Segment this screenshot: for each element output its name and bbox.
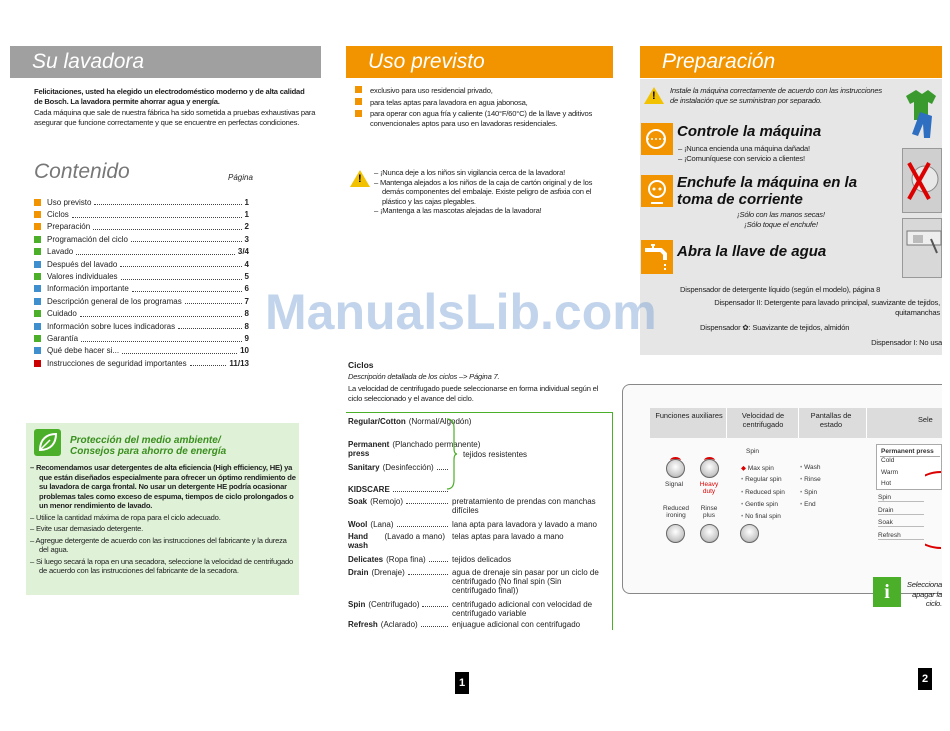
cycles-rule [346,412,613,413]
program-name-cell [348,532,448,550]
panel-label-aux: Funciones auxiliares [655,411,723,420]
toc-label: Garantía [47,334,79,344]
page1-number-text: 1 [458,677,466,689]
toc-item [34,345,249,357]
spin-option-dot: • [741,500,744,508]
program-name-cell [348,620,448,629]
program-leader [422,600,448,607]
program-side-text: Refresh [878,531,901,539]
warning-item: – ¡Nunca deje a los niños sin vigilancia cerca de la lavadora! [374,168,566,177]
program-name: Sanitary [348,463,380,472]
plug-item: ¡Sólo toque el enchufe! [744,219,818,229]
program-name-cell [348,555,448,564]
toc-item [34,208,249,220]
group-desc: tejidos resistentes [463,450,528,459]
usage-bullet-text: exclusivo para uso residencial privado, [370,86,493,95]
eco-item: – Recomendamos usar detergentes de alta eficiencia (High efficiency, HE) ya que están diseñados especialmente para ofrecer un óptimo rendimiento de su lavadora de carga frontal. No usar un detergente HE podría ocasionar problemas tales como exceso de espuma, tiempos de ciclo prolongados o un menor rendimiento de lavado. [30,463,296,510]
toc-leader [132,286,242,292]
dispenser-image [902,218,942,278]
dispenser-line-2: Dispensador II: Detergente para lavado principal, suavizante de tejidos, quitamanchas [714,298,940,317]
heavy-duty-label: Heavy duty [699,481,719,495]
program-desc: lana apta para lavadora y lavado a mano [452,520,597,529]
spin-option-text: Max spin [747,465,774,472]
status-dot: • [800,476,803,484]
toc-color-marker [34,261,41,268]
water-title: Abra la llave de agua [677,243,827,260]
program-name-cell [348,485,448,494]
program-name-cell [348,568,448,577]
program-name: Delicates [348,555,384,564]
clothes-image [902,86,942,141]
eco-item: – Utilice la cantidad máxima de ropa para el ciclo adecuado. [30,512,221,522]
check-item-text: ¡Nunca encienda una máquina dañada! [683,144,810,153]
spin-option [741,501,778,508]
spin-option-text: No final spin [745,513,781,521]
program-sub: (Planchado permanente) [392,440,481,449]
plug-icon [641,175,673,207]
toc-label: Información sobre luces indicadoras [47,321,176,331]
page1-intro2: Cada máquina que sale de nuestra fábrica ha sido sometida a pruebas exhaustivas para asegurar que funcione correctamente y que se encuentre en perfectas condiciones. [34,108,316,127]
toc-page: 4 [244,259,249,269]
eco-item-text: Evite usar demasiado detergente. [35,524,144,533]
toc-page: 9 [244,334,249,344]
toc-label: Ciclos [47,210,69,220]
toc-item [34,295,249,307]
program-name: Spin [348,600,366,609]
program-name-cell [348,417,472,426]
toc-label: Valores individuales [47,272,118,282]
program-sub: (Desinfección) [382,463,434,472]
page2-header-text: Uso previsto [368,50,485,73]
cycles-title: Ciclos [348,360,374,370]
watermark: ManualsLib.com [265,284,657,340]
reduced-ironing-label: Reduced ironing [662,505,690,519]
toc-leader [185,298,242,304]
program-desc: pretratamiento de prendas con manchas difíciles [452,497,596,515]
program-leader [429,555,448,562]
page2-header [346,46,613,78]
toc-item [34,320,249,332]
program-desc: telas aptas para lavado a mano [452,532,564,541]
spin-option-text: Reduced spin [745,488,785,496]
reduced-ironing-button[interactable] [666,524,685,543]
spin-option-dot: • [741,476,744,484]
program-name-cell [348,600,448,609]
program-leader [393,485,448,492]
program-name: Refresh [348,620,378,629]
program-side-text: Soak [878,519,893,527]
toc-page: 10 [240,346,249,356]
toc-color-marker [34,223,41,230]
damaged-machine-image [902,148,942,213]
spin-option-dot: • [741,488,744,496]
toc-leader [76,249,235,255]
cycles-desc: Descripción detallada de los ciclos –> Página 7. [348,372,500,381]
status-option-text: Wash [804,464,821,471]
panel-divider [798,408,799,438]
status-option-text: End [804,500,816,508]
usage-bullet [355,109,610,128]
toc-label: Lavado [47,247,74,257]
toc-leader [94,199,241,205]
program-name: Permanent press [348,440,390,458]
toc-label: Programación del ciclo [47,234,128,244]
program-leader [406,497,448,504]
program-card-row: Warm [881,469,899,476]
toc-item [34,283,249,295]
spin-option-dot: ◆ [741,465,746,472]
toc-item [34,308,249,320]
check-item: – ¡Nunca encienda una máquina dañada! [678,144,810,153]
panel-divider [866,408,867,438]
page1-intro [34,87,314,106]
eco-item: – Si luego secará la ropa en una secadora, seleccione la velocidad de centrifugado de acuerdo con las instrucciones del fabricante de la secadora. [30,556,294,575]
program-card-title: Permanent press [881,448,934,455]
program-sub: (Centrifugado) [368,600,420,609]
toc-item [34,332,249,344]
program-leader [397,520,448,527]
eco-item: – Agregue detergente de acuerdo con las instrucciones del fabricante y la dureza del agua. [30,535,287,554]
page3-header-text: Preparación [662,50,776,73]
status-option-text: Rinse [804,476,821,484]
toc-item [34,233,249,245]
toc-color-marker [34,298,41,305]
check-item: – ¡Comuníquese con servicio a clientes! [678,153,805,163]
toc-label: Preparación [47,222,91,232]
program-side-item [878,519,924,527]
check-item-text: ¡Comuníquese con servicio a clientes! [683,153,805,163]
program-desc: agua de drenaje sin pasar por un ciclo de centrifugado (No final spin (Sin centrifugado final)) [452,568,599,595]
check-items [678,144,878,163]
toc-color-marker [34,236,41,243]
eco-item: – Evite usar demasiado detergente. [30,524,144,533]
program-sub: (Normal/Algodón) [408,417,472,426]
toc-page: 8 [244,321,249,331]
status-option [800,476,821,483]
program-card-row: Cold [881,457,895,464]
plug-item: ¡Sólo con las manos secas! [737,210,825,219]
plug-items [706,210,856,229]
spin-option [741,476,782,483]
page2-number [918,668,932,690]
signal-label: Signal [665,481,684,488]
toc-color-marker [34,273,41,280]
toc-page: 11/13 [229,358,249,368]
warning-list [374,168,606,216]
program-card-row: Hot [881,480,892,487]
toc-color-marker [34,285,41,292]
toc-label: Qué debe hacer si... [47,346,120,356]
program-side-text: Spin [878,494,892,501]
toc-color-marker [34,199,41,206]
program-side-item [878,532,924,540]
status-option [800,489,817,496]
toc-label: Cuidado [47,309,77,319]
program-name: Drain [348,568,369,577]
toc-leader [178,323,241,329]
program-name: Regular/Cotton [348,417,406,426]
warning-text: ¡Mantenga a las mascotas alejadas de la lavadora! [379,206,542,215]
group-brace [446,418,458,490]
panel-divider [726,408,727,438]
toc-item [34,221,249,233]
eco-item-text: Agregue detergente de acuerdo con las instrucciones del fabricante y la dureza del agua. [35,535,287,554]
spin-option-dot: • [741,513,744,521]
program-leader [421,620,448,627]
signal-button[interactable] [666,459,685,478]
dispenser-line-4: Dispensador I: No usa [871,338,942,347]
toc-leader [122,348,237,354]
program-name: Wool [348,520,368,529]
warning-text: Mantenga alejados a los niños de la caja de cartón original y de los demás componentes del embalaje. Existe peligro de asfixia con el plástico y las cajas plegables. [379,177,593,206]
install-warning-icon: ! [644,87,664,104]
eco-list [30,463,296,578]
program-name-cell [348,463,448,472]
faucet-icon [641,240,673,274]
program-name-cell [348,520,448,529]
toc-page: 7 [244,296,249,306]
spin-title: Spin [746,448,760,455]
toc-page: 3/4 [237,247,249,257]
eco-title-1: Protección del medio ambiente/ [70,435,221,446]
intro-text: Felicitaciones, usted ha elegido un electrodoméstico moderno y de alta calidad de Bosch. La lavadora permite ahorrar agua y energía. [34,87,305,106]
toc-page: 1 [244,197,249,207]
eco-box [26,423,299,595]
toc-leader [120,261,241,267]
program-name: Soak [348,497,368,506]
page2-number-text: 2 [921,673,929,685]
warning-item: – ¡Mantenga a las mascotas alejadas de la lavadora! [374,206,542,215]
panel-label-select: Sele [918,415,933,424]
install-note: Instale la máquina correctamente de acuerdo con las instrucciones de instalación que se suministran por separado. [670,86,882,105]
status-dot: • [800,464,803,471]
dispenser-line-3: Dispensador ✿: Suavizante de tejidos, almidón [700,323,850,332]
program-name-cell [348,497,448,506]
check-icon [641,123,673,155]
program-sub: (Lana) [370,520,394,529]
bullet-marker [355,110,362,117]
warning-text: ¡Nunca deje a los niños sin vigilancia cerca de la lavadora! [379,168,566,177]
toc-leader [80,311,242,317]
page1-header-text: Su lavadora [32,50,145,73]
dispenser-line-1: Dispensador de detergente líquido (según el modelo), página 8 [680,285,881,294]
toc-leader [72,212,242,218]
program-leader [408,568,448,575]
usage-bullet-text: para operar con agua fría y caliente (140°F/60°C) de la llave y aditivos convencionales aptos para uso en lavadoras residenciales. [370,109,593,128]
toc-leader [121,274,242,280]
cycles-side-rule [612,412,613,630]
toc-color-marker [34,310,41,317]
status-option [800,501,816,508]
program-side-item [878,507,924,515]
program-name: Hand wash [348,532,369,550]
leaf-icon [34,429,61,456]
status-dot: • [800,500,803,508]
usage-bullet [355,98,610,108]
program-desc: tejidos delicados [452,555,512,564]
toc-color-marker [34,248,41,255]
toc-leader [81,336,241,342]
program-name-cell [348,440,481,458]
toc-label: Descripción general de los programas [47,296,182,306]
toc-leader [93,224,241,230]
program-sub: (Drenaje) [371,568,405,577]
spin-option [741,489,785,496]
bullet-marker [355,86,362,93]
usage-bullet [355,86,610,96]
info-note: Selecciona apagar la ciclo. [906,580,942,608]
spin-option [741,464,774,472]
toc-item [34,258,249,270]
toc-label: Uso previsto [47,197,92,207]
program-sub: (Ropa fina) [386,555,426,564]
toc-color-marker [34,360,41,367]
spin-option-text: Gentle spin [745,500,778,508]
toc-color-marker [34,347,41,354]
rinse-plus-button[interactable] [700,524,719,543]
program-name: KIDSCARE [348,485,390,494]
contents-title: Contenido [34,160,130,183]
info-icon: i [873,577,901,607]
cycles-desc2: La velocidad de centrifugado puede seleccionarse en forma individual según el ciclo seleccionado y el avance del ciclo. [348,384,599,403]
toc-leader [131,236,242,242]
plug-title: Enchufe la máquina en la toma de corriente [677,174,858,208]
warning-item: – Mantenga alejados a los niños de la caja de cartón original y de los demás componentes del embalaje. Existe peligro de asfixia con el plástico y las cajas plegables. [374,177,593,206]
toc-page: 5 [244,272,249,282]
warning-icon: ! [350,170,370,187]
panel-label-spin: Velocidad de centrifugado [741,411,785,429]
toc-leader [190,360,227,366]
eco-title-2: Consejos para ahorro de energía [70,446,227,457]
bullet-marker [355,98,362,105]
eco-item-text: Recomendamos usar detergentes de alta eficiencia (High efficiency, HE) ya que están diseñados especialmente para ofrecer un óptimo rendimiento de su lavadora de carga frontal. No usar un detergente HE podría ocasionar problemas tales como exceso de espuma, tiempos de ciclo prolongados o un menor rendimiento de lavado. [35,463,296,510]
page3-header [640,46,942,78]
usage-bullet-text: para telas aptas para lavadora en agua jabonosa, [370,97,528,107]
spin-button[interactable] [740,524,759,543]
toc-label: Información importante [47,284,129,294]
page1-number [455,672,469,694]
check-title: Controle la máquina [677,123,822,140]
rinse-plus-label: Rinse plus [700,505,718,519]
toc-label: Después del lavado [47,259,118,269]
panel-label-status: Pantallas de estado [810,411,852,429]
toc-label: Instrucciones de seguridad importantes [47,358,187,368]
program-sub: (Lavado a mano) [384,532,445,541]
program-dial[interactable] [925,470,942,550]
toc-page: 8 [244,309,249,319]
toc-page: 3 [244,234,249,244]
toc-item [34,246,249,258]
spin-option-text: Regular spin [745,476,782,484]
toc-item [34,270,249,282]
program-side-text: Drain [878,506,894,514]
spin-option [741,513,781,520]
toc-item [34,196,249,208]
toc-page: 2 [244,222,249,232]
status-dot: • [800,488,803,496]
program-desc: enjuague adicional con centrifugado [452,620,581,629]
heavy-duty-button[interactable] [700,459,719,478]
toc-color-marker [34,323,41,330]
toc-color-marker [34,335,41,342]
page1-header [10,46,321,78]
toc-item [34,357,249,369]
status-option-text: Spin [804,488,818,496]
usage-bullets [355,86,610,128]
eco-item-text: Si luego secará la ropa en una secadora, seleccione la velocidad de centrifugado de acuerdo con las instrucciones del fabricante de la secadora. [35,556,294,575]
status-option [800,464,820,471]
program-side-item [878,494,924,502]
program-sub: (Aclarado) [380,620,418,629]
page-label: Página [228,173,253,182]
toc-color-marker [34,211,41,218]
toc-page: 6 [244,284,249,294]
program-sub: (Remojo) [370,497,404,506]
program-desc: centrifugado adicional con velocidad de centrifugado variable [452,600,593,618]
toc-page: 1 [244,210,249,220]
eco-item-text: Utilice la cantidad máxima de ropa para el ciclo adecuado. [35,512,221,522]
